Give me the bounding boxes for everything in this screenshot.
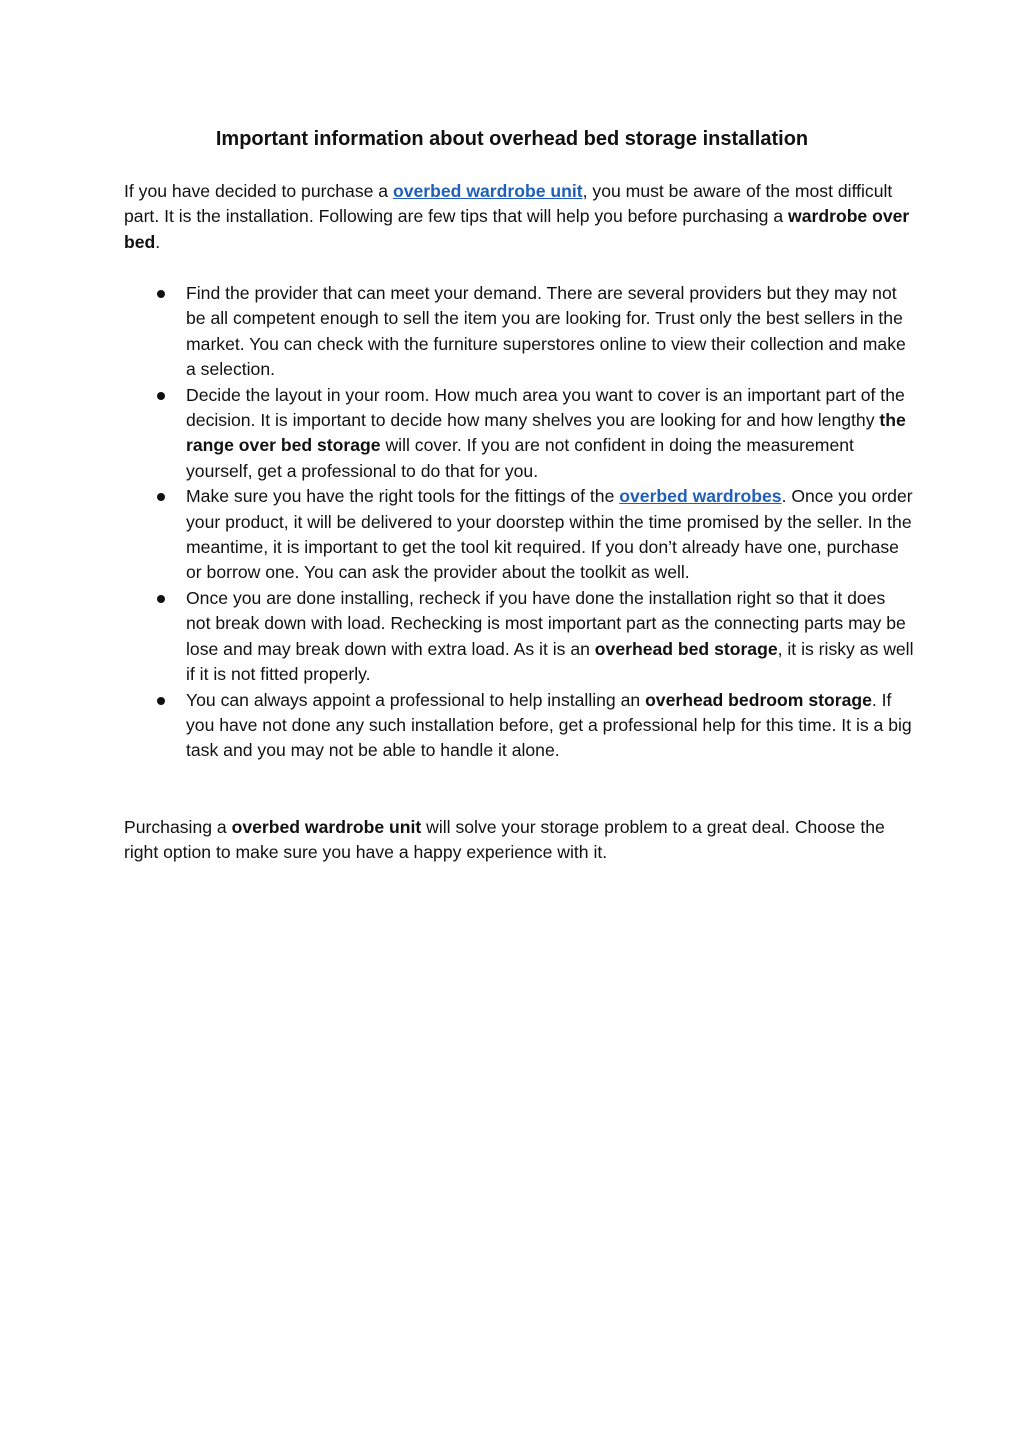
bullet-icon — [157, 697, 165, 705]
list-item-text: Make sure you have the right tools for the fittings of the — [186, 486, 620, 507]
list-item-text: You can always appoint a professional to help installing an — [186, 689, 646, 710]
list-item-text: will cover. If you are not confident in doing the measurement yourself, get a professional to do that for you. — [186, 435, 854, 481]
intro-text-1: If you have decided to purchase a — [124, 181, 393, 201]
overbed-wardrobes-link[interactable]: overbed wardrobes — [619, 486, 782, 507]
bullet-icon — [157, 493, 165, 501]
intro-paragraph — [124, 179, 914, 255]
list-item — [124, 484, 914, 586]
closing-text-1: Purchasing a — [124, 817, 232, 837]
list-item-bold-text: the range over bed storage — [186, 410, 906, 456]
list-item-text: Decide the layout in your room. How much area you want to cover is an important part of the decision. It is important to decide how many shelves you are looking for and how lengthy — [186, 384, 905, 431]
list-item-text: Once you are done installing, recheck if you have done the installation right so that it does not break down with load. Rechecking is most important part as the connecting parts may be lose and may break down with extra load. As it is an — [186, 587, 906, 659]
overbed-wardrobe-unit-link[interactable]: overbed wardrobe unit — [392, 181, 583, 201]
list-item — [124, 281, 914, 383]
bullet-icon — [157, 392, 165, 400]
intro-text-2: , you must be aware of the most difficult part. It is the installation. Following are few tips that will help you before purchasing a — [124, 181, 893, 227]
list-item-text: . Once you order your product, it will be delivered to your doorstep within the time promised by the seller. In the meantime, it is important to get the tool kit required. If you don’t already have one, purchase or borrow one. You can ask the provider about the toolkit as well. — [186, 486, 913, 583]
list-item — [124, 586, 914, 688]
list-item — [124, 383, 914, 485]
closing-paragraph — [124, 815, 914, 866]
list-item-bold-text: overhead bedroom storage — [645, 689, 872, 710]
list-item — [124, 688, 914, 764]
tips-list — [124, 281, 914, 764]
document-title: Important information about overhead bed storage installation — [215, 128, 809, 150]
list-item-text: Find the provider that can meet your demand. There are several providers but they may not be all competent enough to sell the item you are looking for. Trust only the best sellers in the market. You can check with the furniture superstores online to view their collection and make a selection. — [186, 283, 906, 380]
bullet-icon — [157, 290, 165, 298]
intro-text-3: . — [155, 231, 161, 252]
list-item-text: , it is risky as well if it is not fitted properly. — [186, 638, 914, 685]
closing-bold-text: overbed wardrobe unit — [231, 817, 422, 837]
intro-bold-text: wardrobe over bed — [124, 206, 910, 252]
list-item-bold-text: overhead bed storage — [594, 638, 778, 659]
bullet-icon — [157, 595, 165, 603]
closing-text-2: will solve your storage problem to a great deal. Choose the right option to make sure you have a happy experience with it. — [124, 817, 885, 863]
list-item-text: . If you have not done any such installation before, get a professional help for this time. It is a big task and you may not be able to handle it alone. — [186, 689, 912, 761]
